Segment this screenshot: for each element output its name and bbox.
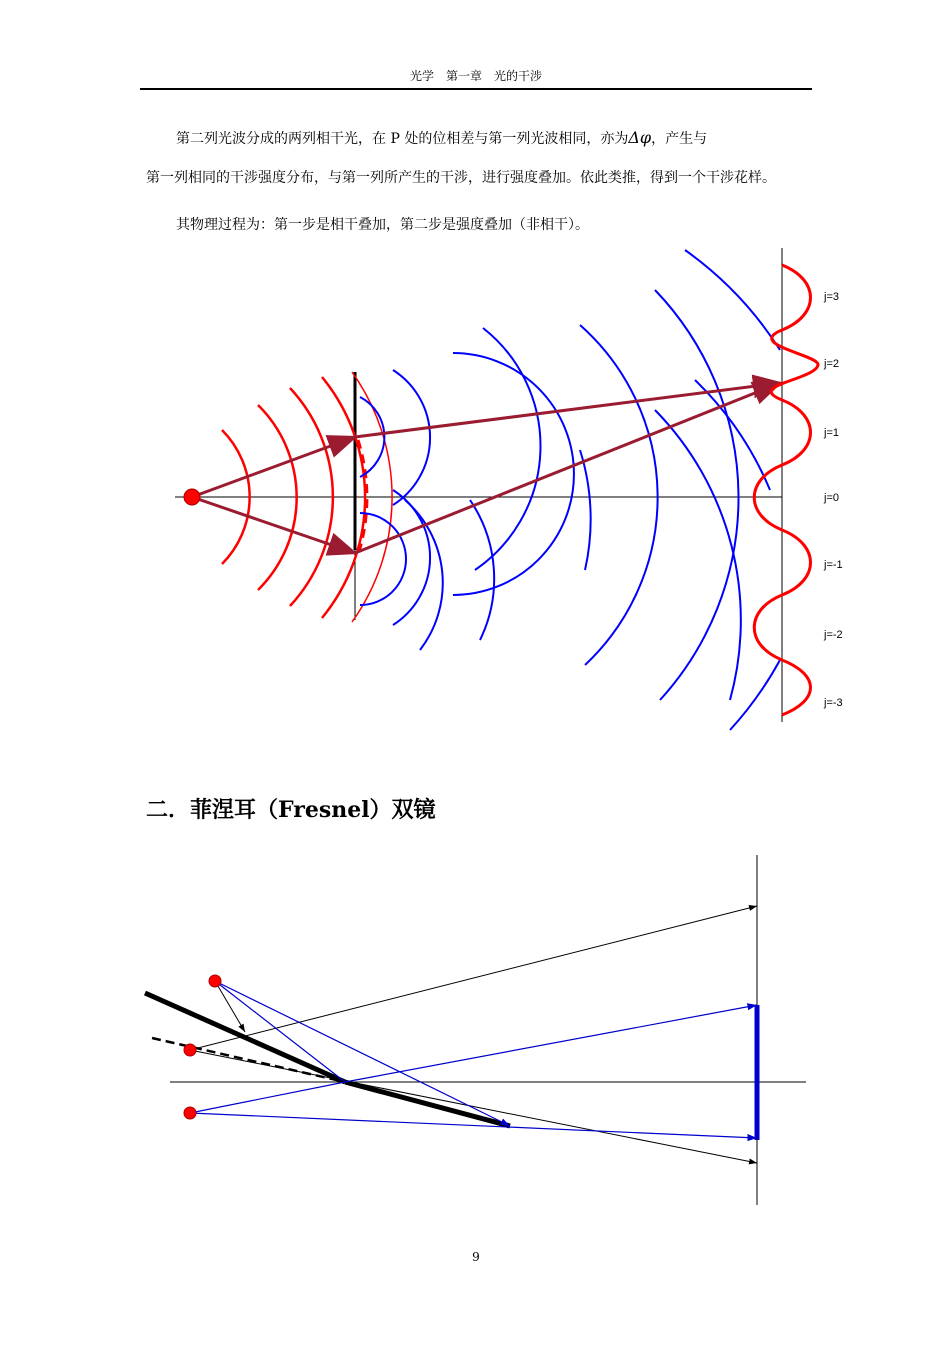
order-label-j0: j=0 xyxy=(824,492,839,504)
double-slit-figure xyxy=(0,240,952,740)
page-header: 光学 第一章 光的干涉 xyxy=(140,64,812,90)
mirror-1 xyxy=(145,993,345,1082)
virtual-source-2 xyxy=(184,1107,196,1119)
virtual-source-1 xyxy=(184,1044,196,1056)
light-source-point xyxy=(184,489,200,505)
order-label-j2: j=2 xyxy=(824,358,839,370)
source-point xyxy=(209,975,221,987)
paragraph-1 xyxy=(146,128,816,149)
ray-paths xyxy=(192,383,780,553)
order-label-j-1: j=-1 xyxy=(824,559,843,571)
section-title: 二．菲涅耳（Fresnel）双镜 xyxy=(146,797,436,823)
lower-slit-wavefronts xyxy=(360,380,780,730)
order-labels xyxy=(823,291,843,709)
delta-phi-symbol: Δφ xyxy=(628,128,652,147)
order-label-j3: j=3 xyxy=(824,291,839,303)
p1-text-after: ，产生与 xyxy=(651,131,708,147)
mirror-2 xyxy=(345,1082,510,1126)
intensity-distribution-curve xyxy=(754,265,818,715)
order-label-j-3: j=-3 xyxy=(824,697,843,709)
order-label-j1: j=1 xyxy=(824,427,839,439)
paragraph-2: 第一列相同的干涉强度分布，与第一列所产生的干涉，进行强度叠加。依此类推，得到一个干涉花样。 xyxy=(146,170,776,186)
page-number: 9 xyxy=(472,1250,480,1264)
upper-slit-wavefronts xyxy=(360,250,780,700)
fresnel-mirror-figure xyxy=(0,850,952,1220)
paragraph-3: 其物理过程为：第一步是相干叠加，第二步是强度叠加（非相干）。 xyxy=(176,217,589,233)
black-rays xyxy=(190,906,757,1163)
p1-text-before: 第二列光波分成的两列相干光，在 P 处的位相差与第一列光波相同，亦为 xyxy=(176,131,629,147)
order-label-j-2: j=-2 xyxy=(824,629,843,641)
